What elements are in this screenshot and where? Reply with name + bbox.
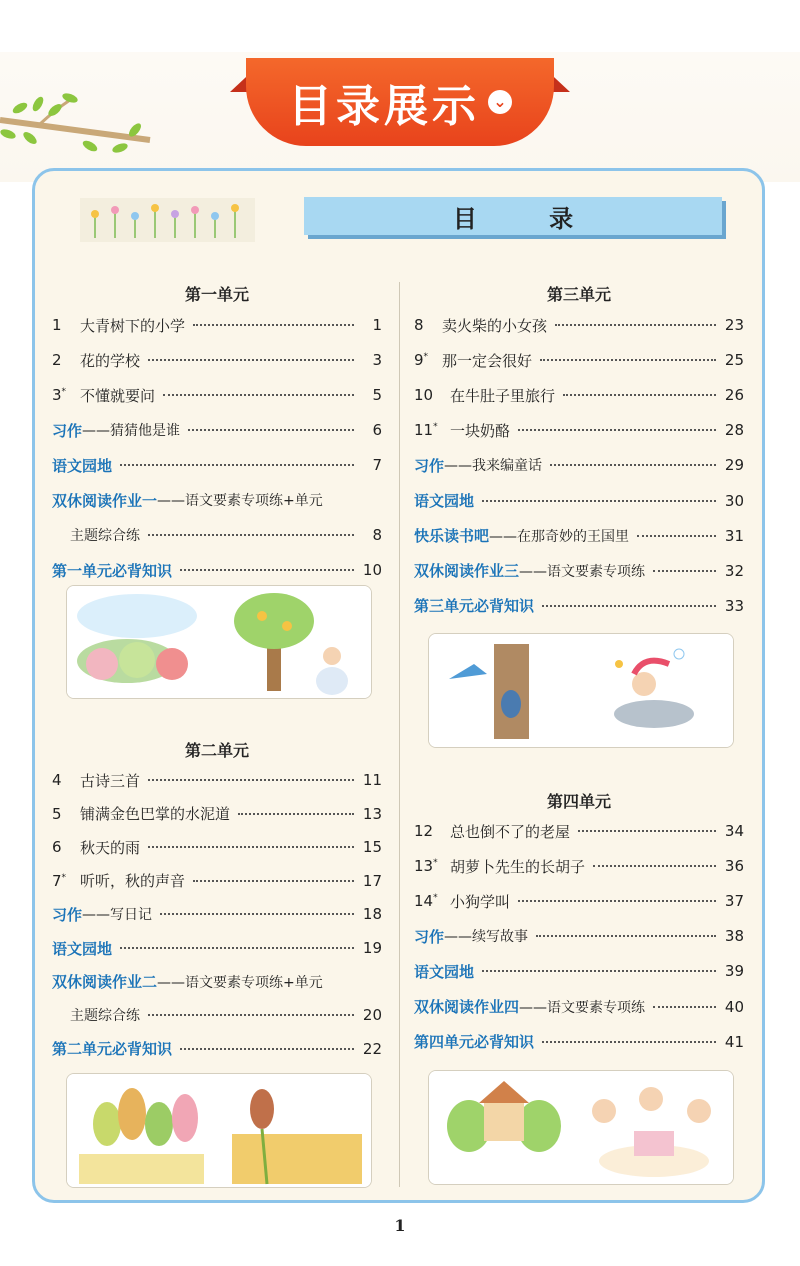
entry-label: 听听，秋的声音 [80,872,186,891]
entry-label: 快乐读书吧 [414,527,490,546]
entry-page: 11 [362,771,382,789]
entry-label: 胡萝卜先生的长胡子 [450,857,586,876]
toc-entry[interactable] [414,490,744,512]
toc-entry[interactable] [52,314,382,336]
dot-leader [482,970,716,972]
dot-leader [160,913,354,915]
entry-subtitle: ——写日记 [82,907,153,924]
entry-label: 卖火柴的小女孩 [442,316,548,335]
toc-entry[interactable] [414,855,744,877]
toc-entry[interactable] [414,925,744,947]
entry-page: 23 [724,316,744,334]
entry-page: 37 [724,892,744,911]
dot-leader [536,935,716,937]
unit-3-illustration [428,633,734,748]
toc-entry[interactable] [414,1031,744,1053]
dot-leader [148,359,354,361]
entry-label: 铺满金色巴掌的水泥道 [80,805,231,824]
dot-leader [163,394,354,396]
toc-entry[interactable] [52,971,382,993]
unit-heading: 第三单元 [546,285,611,304]
entry-number: 9* [414,351,429,370]
toc-entry[interactable] [52,1038,382,1060]
toc-entry[interactable] [52,419,382,441]
entry-mark: * [433,858,438,869]
toc-entry[interactable] [414,560,744,582]
entry-page: 13 [362,804,382,823]
entry-mark: * [423,352,429,363]
entry-page: 20 [362,1006,382,1025]
dot-leader [188,429,354,431]
entry-subtitle: ——语文要素专项练 [519,999,646,1016]
entry-label: 双休阅读作业二 [52,973,158,992]
toc-entry[interactable] [52,349,382,371]
entry-label: 总也倒不了的老屋 [450,822,571,841]
dot-leader [148,779,354,781]
dot-leader [637,535,716,537]
dot-leader [653,570,716,572]
dot-leader [193,880,354,882]
entry-subtitle: ——猜猜他是谁 [82,423,181,439]
toc-entry[interactable] [52,870,382,892]
entry-mark: * [433,422,438,433]
entry-subtitle: ——我来编童话 [444,458,543,475]
entry-subtitle: ——语文要素专项练 [519,563,646,580]
toc-entry[interactable] [414,595,744,617]
unit-4-illustration [428,1070,734,1185]
unit-2-illustration [66,1073,372,1188]
entry-page: 10 [362,561,382,579]
toc-entry[interactable] [414,820,744,842]
entry-page: 41 [724,1032,744,1051]
dot-leader [148,846,354,848]
entry-page: 36 [724,857,744,876]
toc-entry[interactable] [52,803,382,825]
chevron-down-icon: ⌄ [488,90,512,114]
dot-leader [578,830,716,832]
toc-entry[interactable] [52,454,382,476]
unit-heading: 第一单元 [184,285,249,304]
entry-page: 7 [372,456,382,474]
entry-number: 2 [52,351,62,369]
entry-label: 习作 [52,905,83,924]
dot-leader [593,865,716,867]
dot-leader [518,429,716,431]
dot-leader [180,1048,354,1050]
entry-label: 第一单元必背知识 [52,561,173,580]
entry-label: 花的学校 [80,351,141,370]
entry-subtitle: ——语文要素专项练+单元 [157,493,323,509]
banner-title: 目录展示 [288,81,480,132]
entry-number: 6 [52,838,62,857]
entry-page: 34 [724,822,744,840]
dot-leader [653,1006,716,1008]
entry-page: 39 [724,962,744,981]
entry-mark: * [433,893,438,904]
entry-label: 习作 [414,927,445,946]
flowers-illustration [80,198,255,242]
entry-number: 7* [52,871,67,890]
entry-subtitle: 主题综合练 [70,1008,140,1025]
toc-entry[interactable] [52,903,382,925]
entry-page: 26 [724,386,744,405]
dot-leader [180,569,354,571]
entry-page: 5 [372,386,382,404]
banner-body [246,58,554,146]
toc-entry[interactable] [414,996,744,1018]
entry-page: 29 [724,456,744,475]
entry-number: 3* [52,386,67,404]
toc-entry[interactable] [52,836,382,858]
toc-title: 目 录 [452,204,606,233]
branch-illustration [0,90,160,170]
toc-entry[interactable] [70,1004,382,1026]
page-number: 1 [394,1216,406,1235]
dot-leader [193,324,354,326]
entry-label: 第三单元必背知识 [414,597,535,616]
entry-number: 8 [414,316,424,334]
unit-1-illustration [66,585,372,699]
entry-page: 19 [362,939,382,957]
dot-leader [148,1014,354,1016]
entry-label: 语文园地 [52,456,113,475]
dot-leader [540,359,716,361]
unit-heading: 第四单元 [546,792,611,811]
entry-page: 31 [724,526,744,545]
entry-number: 12 [414,822,434,840]
entry-page: 1 [372,316,382,334]
entry-number: 13* [414,857,438,876]
entry-label: 习作 [414,456,445,475]
unit-heading: 第二单元 [184,741,249,760]
entry-number: 11* [414,421,438,440]
toc-entry[interactable] [414,314,744,336]
column-divider [399,282,400,1187]
entry-page: 33 [724,596,744,615]
dot-leader [482,500,716,502]
entry-subtitle: ——续写故事 [444,929,529,946]
dot-leader [563,394,716,396]
entry-label: 双休阅读作业三 [414,562,520,581]
entry-page: 18 [362,905,382,924]
toc-title-bar [304,197,722,235]
entry-number: 1 [52,316,62,334]
entry-label: 语文园地 [414,962,475,981]
dot-leader [148,534,354,536]
entry-number: 4 [52,771,62,789]
entry-subtitle: 主题综合练 [70,528,140,544]
entry-number: 14* [414,892,438,911]
entry-page: 6 [372,421,382,439]
entry-label: 语文园地 [414,492,475,510]
toc-entry[interactable] [414,525,744,547]
toc-entry[interactable] [52,384,382,406]
toc-entry[interactable] [52,769,382,791]
entry-page: 38 [724,927,744,946]
toc-entry[interactable] [414,349,744,371]
entry-page: 32 [724,561,744,580]
toc-entry[interactable] [414,960,744,982]
entry-label: 在牛肚子里旅行 [450,386,556,405]
entry-label: 语文园地 [52,939,113,958]
toc-entry[interactable] [414,384,744,406]
entry-label: 小狗学叫 [450,892,511,911]
entry-number: 5 [52,804,62,823]
dot-leader [555,324,716,326]
entry-page: 8 [372,526,382,544]
dot-leader [550,464,716,466]
dot-leader [542,605,716,607]
entry-label: 习作 [52,421,83,440]
toc-entry[interactable] [414,419,744,441]
entry-page: 28 [724,421,744,440]
entry-label: 古诗三首 [80,771,141,790]
toc-entry[interactable] [70,524,382,546]
toc-entry[interactable] [414,454,744,476]
entry-subtitle: ——语文要素专项练+单元 [157,974,323,991]
entry-page: 3 [372,351,382,369]
entry-page: 17 [362,871,382,890]
entry-mark: * [61,872,67,883]
entry-page: 40 [724,997,744,1016]
toc-entry[interactable] [52,489,382,511]
dot-leader [542,1041,716,1043]
entry-label: 双休阅读作业四 [414,998,520,1016]
entry-label: 一块奶酪 [450,421,511,440]
entry-page: 22 [362,1039,382,1058]
toc-entry[interactable] [414,890,744,912]
entry-subtitle: ——在那奇妙的王国里 [489,528,630,545]
dot-leader [518,900,716,902]
entry-label: 第四单元必背知识 [414,1033,535,1052]
entry-label: 秋天的雨 [80,838,141,857]
dot-leader [120,464,354,466]
entry-label: 第二单元必背知识 [52,1040,173,1059]
entry-page: 25 [724,351,744,370]
dot-leader [238,813,354,815]
toc-entry[interactable] [52,559,382,581]
entry-label: 不懂就要问 [80,386,156,405]
entry-label: 那一定会很好 [442,351,533,370]
entry-page: 15 [362,838,382,857]
toc-entry[interactable] [52,937,382,959]
entry-page: 30 [724,491,744,510]
entry-mark: * [61,387,67,397]
dot-leader [120,947,354,949]
entry-number: 10 [414,386,434,405]
section-banner [240,58,560,148]
entry-label: 大青树下的小学 [80,316,186,335]
entry-label: 双休阅读作业一 [52,491,158,510]
